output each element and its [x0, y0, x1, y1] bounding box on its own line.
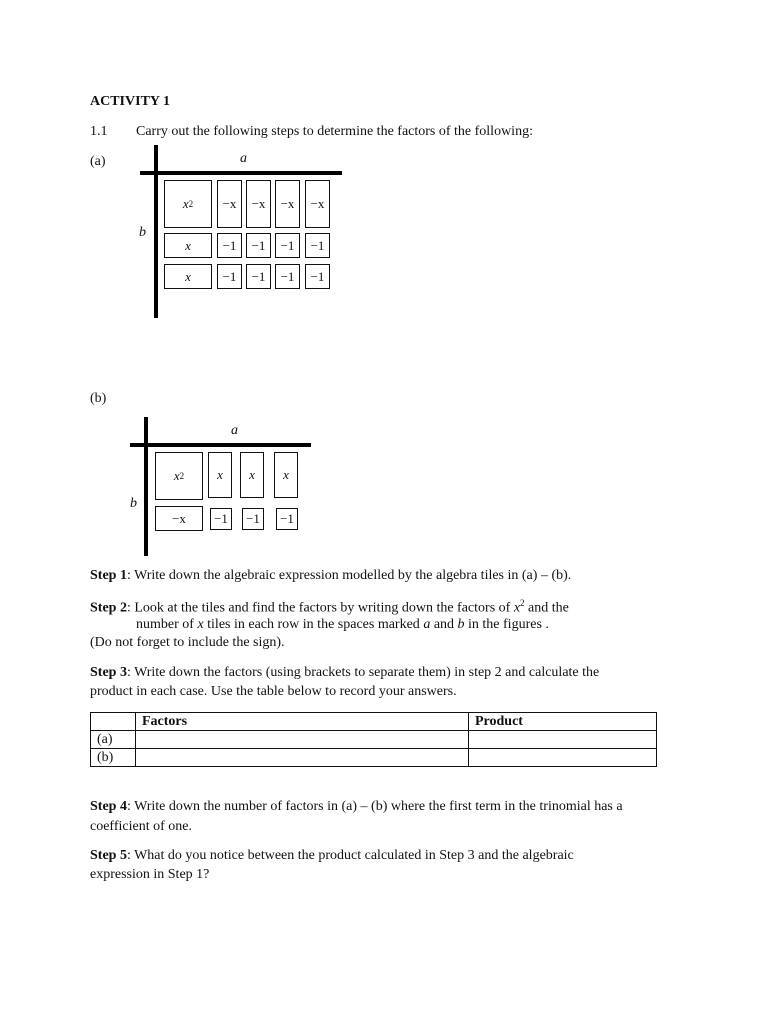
step-2-text-post: and the — [524, 600, 569, 616]
part-b-neg-one-tile: −1 — [276, 508, 298, 530]
table-row — [91, 749, 657, 767]
part-b-neg-one-tile: −1 — [210, 508, 232, 530]
step-5 — [90, 848, 574, 864]
part-a-neg-x-tile: −x — [217, 180, 242, 228]
step-5-line-2: expression in Step 1? — [90, 867, 210, 882]
part-b-side-label: b — [130, 496, 137, 511]
part-a-neg-one-tile: −1 — [217, 233, 242, 258]
part-a-neg-one-tile: −1 — [217, 264, 242, 289]
table-header-factors: Factors — [136, 713, 469, 731]
step-3-text: : Write down the factors (using brackets to separate them) in step 2 and calculate the — [126, 665, 600, 680]
step-4-label: Step 4 — [90, 799, 127, 814]
step-2-var: x — [513, 600, 521, 616]
table-row-label-a: (a) — [91, 731, 136, 749]
table-header-row — [91, 713, 657, 731]
table-header-product: Product — [469, 713, 657, 731]
step-1-label: Step 1 — [90, 568, 127, 583]
part-a-neg-x-tile: −x — [246, 180, 271, 228]
part-a-neg-one-tile: −1 — [275, 264, 300, 289]
part-b-top-label: a — [231, 423, 238, 438]
step-5-text: : What do you notice between the product calculated in Step 3 and the algebraic — [126, 848, 574, 863]
part-a-top-label: a — [240, 151, 247, 166]
product-cell-a[interactable] — [469, 731, 657, 749]
factors-cell-a[interactable] — [136, 731, 469, 749]
step-3-label: Step 3 — [90, 665, 127, 680]
part-a-neg-x-tile: −x — [305, 180, 330, 228]
part-a-x-squared-tile — [164, 180, 212, 228]
answer-table — [90, 712, 657, 767]
tile-text: x — [185, 268, 191, 284]
part-b-label: (b) — [90, 391, 107, 406]
text: b — [457, 617, 465, 632]
tile-exponent: 2 — [179, 471, 185, 481]
text: number of — [136, 617, 198, 632]
text: a — [423, 617, 431, 632]
step-5-label: Step 5 — [90, 848, 127, 863]
tile-text: x — [217, 467, 223, 482]
part-a-x-tile — [164, 233, 212, 258]
part-b-x-tile — [240, 452, 264, 498]
part-b-neg-x-tile: −x — [155, 506, 203, 531]
tile-text: x — [173, 468, 180, 483]
part-a-neg-one-tile: −1 — [246, 233, 271, 258]
part-a-horizontal-axis — [140, 171, 342, 175]
part-a-neg-x-tile: −x — [275, 180, 300, 228]
step-3 — [90, 665, 599, 681]
step-2-text: : Look at the tiles and find the factors by writing down the factors of — [126, 600, 514, 616]
table-row — [91, 731, 657, 749]
step-4-line-2: coefficient of one. — [90, 819, 192, 834]
tile-text: x — [249, 467, 255, 482]
part-b-neg-one-tile: −1 — [242, 508, 264, 530]
step-2-label: Step 2 — [90, 600, 127, 616]
part-b-vertical-axis — [144, 417, 148, 556]
part-a-side-label: b — [139, 225, 146, 240]
activity-title: ACTIVITY 1 — [90, 94, 170, 109]
factors-cell-b[interactable] — [136, 749, 469, 767]
table-row-label-b: (b) — [91, 749, 136, 767]
part-a-neg-one-tile: −1 — [305, 233, 330, 258]
part-b-x-tile — [274, 452, 298, 498]
tile-exponent: 2 — [188, 199, 194, 209]
part-a-neg-one-tile: −1 — [246, 264, 271, 289]
part-b-x-squared-tile — [155, 452, 203, 500]
tile-text: x — [185, 237, 191, 253]
text: and — [430, 617, 458, 632]
part-b-horizontal-axis — [130, 443, 311, 447]
tile-text: x — [182, 196, 189, 211]
step-2-line-3: (Do not forget to include the sign). — [90, 635, 285, 650]
text: x — [197, 617, 204, 632]
product-cell-b[interactable] — [469, 749, 657, 767]
question-text: Carry out the following steps to determine the factors of the following: — [136, 124, 533, 139]
step-2-exp: 2 — [520, 598, 525, 608]
part-a-neg-one-tile: −1 — [275, 233, 300, 258]
step-2 — [90, 598, 569, 617]
step-4-text: : Write down the number of factors in (a) – (b) where the first term in the trinomial has a — [126, 799, 623, 814]
step-2-line-2 — [136, 617, 549, 633]
step-4 — [90, 799, 623, 815]
text: in the figures . — [464, 617, 549, 632]
text: tiles in each row in the spaces marked — [203, 617, 424, 632]
tile-text: x — [283, 467, 289, 482]
part-a-label: (a) — [90, 154, 106, 169]
step-3-line-2: product in each case. Use the table below to record your answers. — [90, 684, 457, 699]
table-corner-cell — [91, 713, 136, 731]
part-a-x-tile — [164, 264, 212, 289]
step-1 — [90, 568, 571, 584]
step-1-text: : Write down the algebraic expression modelled by the algebra tiles in (a) – (b). — [126, 568, 572, 583]
part-b-x-tile — [208, 452, 232, 498]
question-number: 1.1 — [90, 124, 108, 139]
part-a-neg-one-tile: −1 — [305, 264, 330, 289]
